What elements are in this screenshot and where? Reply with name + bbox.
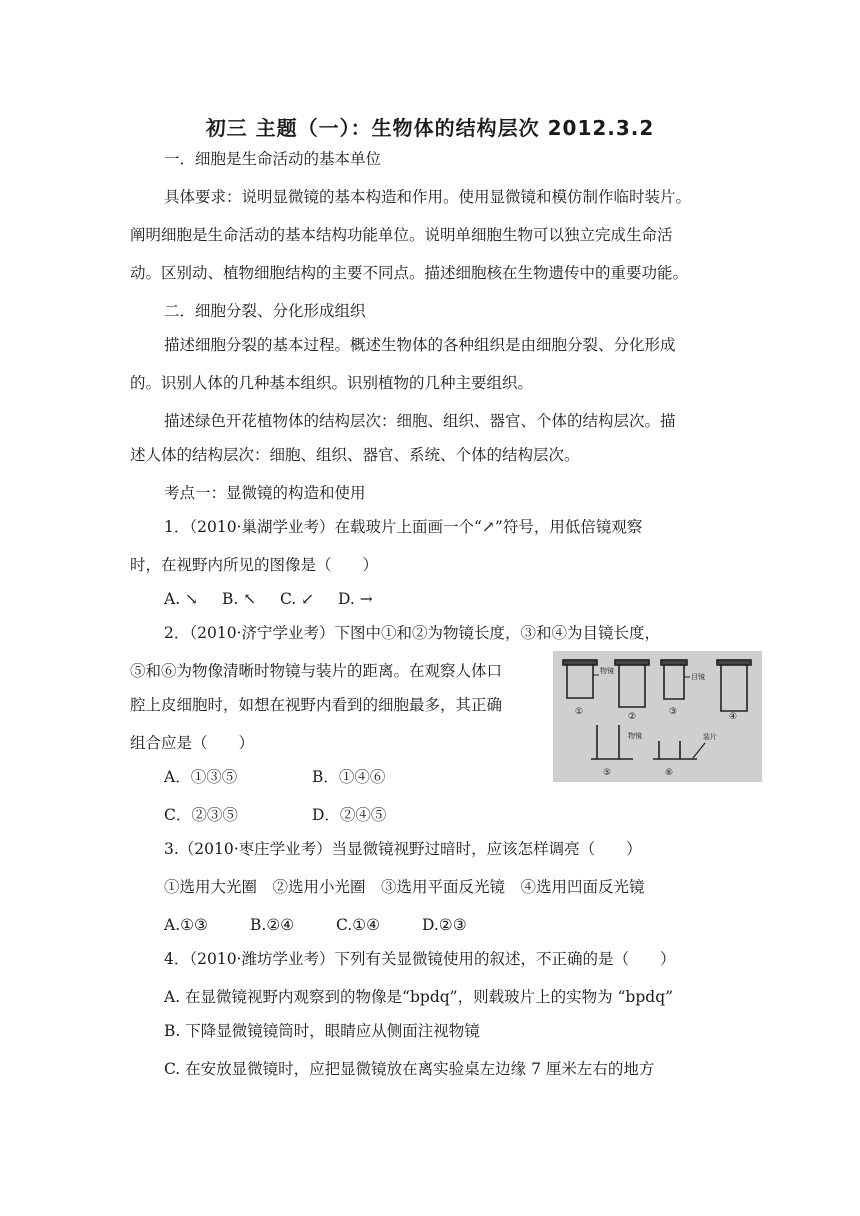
paragraph-1-line-2: 的。识别人体的几种基本组织。识别植物的几种主要组织。 [130, 374, 534, 392]
paragraph-2-line-2: 述人体的结构层次：细胞、组织、器官、系统、个体的结构层次。 [130, 446, 580, 464]
q3-option-d: D.②③ [422, 916, 467, 934]
label-objective-top: 物镜 [600, 667, 614, 675]
q3-option-b: B.②④ [250, 916, 295, 934]
q1-option-d: D. → [338, 590, 373, 608]
number-3: ③ [669, 707, 678, 717]
question-1-options [164, 588, 373, 610]
question-2-line-2: ⑤和⑥为物像清晰时物镜与装片的距离。在观察人体口 [130, 662, 503, 680]
question-2-line-3: 腔上皮细胞时，如想在视野内看到的细胞最多，其正确 [130, 696, 503, 714]
requirement-line-3: 动。区别动、植物细胞结构的主要不同点。描述细胞核在生物遗传中的重要功能。 [130, 264, 689, 282]
page-title: 初三 主题（一）：生物体的结构层次 2012.3.2 [205, 116, 655, 140]
label-slide: 装片 [703, 733, 717, 741]
number-5: ⑤ [603, 768, 612, 778]
label-eyepiece: 目镜 [691, 673, 705, 681]
q4-option-c: C. 在安放显微镜时，应把显微镜放在离实验桌左边缘 7 厘米左右的地方 [164, 1060, 655, 1078]
requirement-line-1: 具体要求：说明显微镜的基本构造和作用。使用显微镜和模仿制作临时装片。 [164, 188, 692, 206]
lens-2-body [619, 665, 645, 707]
question-2-line-1: 2．（2010·济宁学业考）下图中①和②为物镜长度，③和④为目镜长度， [164, 624, 660, 642]
question-1-line-2: 时，在视野内所见的图像是（ ） [130, 556, 379, 574]
question-1-line-1: 1．（2010·巢湖学业考）在载玻片上面画一个“↗”符号，用低倍镜观察 [164, 518, 643, 536]
paragraph-2-line-1: 描述绿色开花植物体的结构层次：细胞、组织、器官、个体的结构层次。描 [164, 412, 676, 430]
lens-3-cap [661, 660, 687, 665]
lens-diagram-figure [553, 651, 762, 782]
q4-option-b: B. 下降显微镜镜筒时，眼睛应从侧面注视物镜 [164, 1022, 480, 1040]
q1-option-c: C. ↙ [280, 590, 315, 608]
q4-option-a: A. 在显微镜视野内观察到的物像是“bpdq”，则载玻片上的实物为 “bpdq” [164, 988, 674, 1006]
q2-option-a: A．①③⑤ [164, 768, 238, 786]
number-2: ② [628, 712, 637, 722]
question-3-line-1: 3.（2010·枣庄学业考）当显微镜视野过暗时，应该怎样调亮（ ） [164, 840, 642, 858]
q1-option-b: B. ↖ [222, 590, 257, 608]
paragraph-1-line-1: 描述细胞分裂的基本过程。概述生物体的各种组织是由细胞分裂、分化形成 [164, 336, 676, 354]
lens-1-cap [563, 660, 597, 665]
lens-1-body [567, 665, 593, 698]
question-4-line-1: 4．（2010·潍坊学业考）下列有关显微镜使用的叙述，不正确的是（ ） [164, 950, 676, 968]
label-objective-bottom: 物镜 [628, 732, 642, 740]
number-6: ⑥ [665, 768, 674, 778]
q1-option-a: A. ↘ [164, 590, 199, 608]
question-2-options-row-1 [164, 766, 385, 788]
lens-diagram [553, 651, 762, 782]
kaodian-heading: 考点一：显微镜的构造和使用 [164, 484, 366, 502]
q2-option-c: C．②③⑤ [164, 806, 238, 824]
question-3-options [164, 914, 467, 936]
question-2-options-row-2 [164, 804, 386, 826]
q2-option-b: B．①④⑥ [312, 768, 386, 786]
q2-option-d: D．②④⑤ [312, 806, 387, 824]
q3-option-c: C.①④ [336, 916, 381, 934]
number-4: ④ [729, 712, 738, 722]
requirement-line-2: 阐明细胞是生命活动的基本结构功能单位。说明单细胞生物可以独立完成生命活 [130, 226, 673, 244]
lens-2-cap [615, 660, 649, 665]
slide-pointer [693, 743, 705, 758]
section-2-heading: 二．细胞分裂、分化形成组织 [164, 302, 366, 320]
lens-4-body [721, 665, 747, 711]
lens-4-cap [717, 660, 751, 665]
question-3-line-2: ①选用大光圈 ②选用小光圈 ③选用平面反光镜 ④选用凹面反光镜 [164, 878, 645, 896]
number-1: ① [575, 707, 584, 717]
question-2-line-4: 组合应是（ ） [130, 734, 255, 752]
q3-option-a: A.①③ [164, 916, 208, 934]
section-1-heading: 一．细胞是生命活动的基本单位 [164, 150, 382, 168]
lens-3-body [664, 665, 684, 699]
